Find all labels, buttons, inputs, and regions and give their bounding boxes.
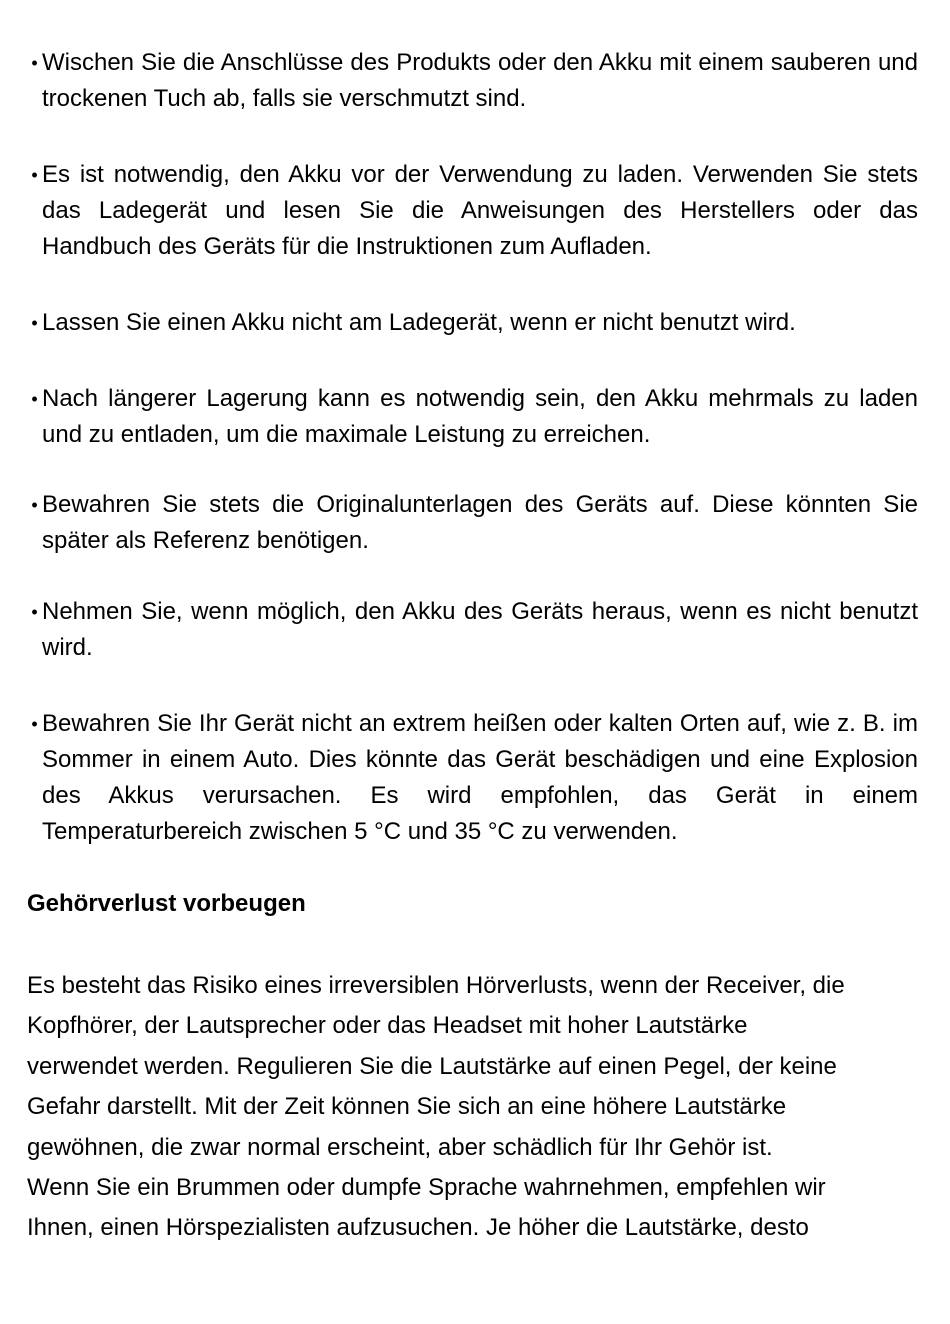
bullet-text: Nach längerer Lagerung kann es notwendig sein, den Akku mehrmals zu laden und zu entladen, um die maximale Leistung zu erreichen. (42, 385, 918, 448)
bullet-symbol: • (31, 53, 38, 73)
bullet-text: Bewahren Sie Ihr Gerät nicht an extrem heißen oder kalten Orten auf, wie z. B. im Sommer in einem Auto. Dies könnte das Gerät beschädigen und eine Explosion des Akkus verursachen. Es wird empfohlen, das Gerät in einem Temperaturbereich zwischen 5 °C und 35 °C zu verwenden. (42, 710, 918, 845)
bullet-item (27, 157, 918, 265)
paragraph-line: gewöhnen, die zwar normal erscheint, aber schädlich für Ihr Gehör ist. (27, 1133, 773, 1161)
section-heading: Gehörverlust vorbeugen (27, 890, 306, 917)
bullet-text: Wischen Sie die Anschlüsse des Produkts oder den Akku mit einem sauberen und trockenen Tuch ab, falls sie verschmutzt sind. (42, 49, 918, 112)
paragraph-line: Ihnen, einen Hörspezialisten aufzusuchen. Je höher die Lautstärke, desto (27, 1214, 809, 1242)
bullet-symbol: • (31, 165, 38, 185)
bullet-item (27, 45, 918, 117)
bullet-item (27, 594, 918, 666)
bullet-symbol: • (31, 714, 38, 734)
bullet-text: Bewahren Sie stets die Originalunterlagen des Geräts auf. Diese könnten Sie später als Referenz benötigen. (42, 491, 918, 554)
paragraph-line: verwendet werden. Regulieren Sie die Lautstärke auf einen Pegel, der keine (27, 1052, 837, 1080)
bullet-text: Es ist notwendig, den Akku vor der Verwendung zu laden. Verwenden Sie stets das Ladegerät und lesen Sie die Anweisungen des Herstellers oder das Handbuch des Geräts für die Instruktionen zum Aufladen. (42, 161, 918, 260)
body-paragraph (27, 966, 918, 1249)
bullet-item (27, 381, 918, 453)
paragraph-line: Kopfhörer, der Lautsprecher oder das Headset mit hoher Lautstärke (27, 1012, 748, 1040)
paragraph-line: Gefahr darstellt. Mit der Zeit können Sie sich an eine höhere Lautstärke (27, 1093, 787, 1121)
paragraph-line: Wenn Sie ein Brummen oder dumpfe Sprache wahrnehmen, empfehlen wir (27, 1174, 826, 1202)
bullet-text: Lassen Sie einen Akku nicht am Ladegerät, wenn er nicht benutzt wird. (42, 309, 796, 336)
bullet-symbol: • (31, 389, 38, 409)
bullet-symbol: • (31, 495, 38, 515)
bullet-item (27, 487, 918, 559)
bullet-text: Nehmen Sie, wenn möglich, den Akku des Geräts heraus, wenn es nicht benutzt wird. (42, 598, 918, 661)
bullet-symbol: • (31, 313, 38, 333)
bullet-symbol: • (31, 602, 38, 622)
bullet-item (27, 305, 918, 341)
bullet-item (27, 706, 918, 850)
paragraph-line: Es besteht das Risiko eines irreversiblen Hörverlusts, wenn der Receiver, die (27, 972, 845, 999)
